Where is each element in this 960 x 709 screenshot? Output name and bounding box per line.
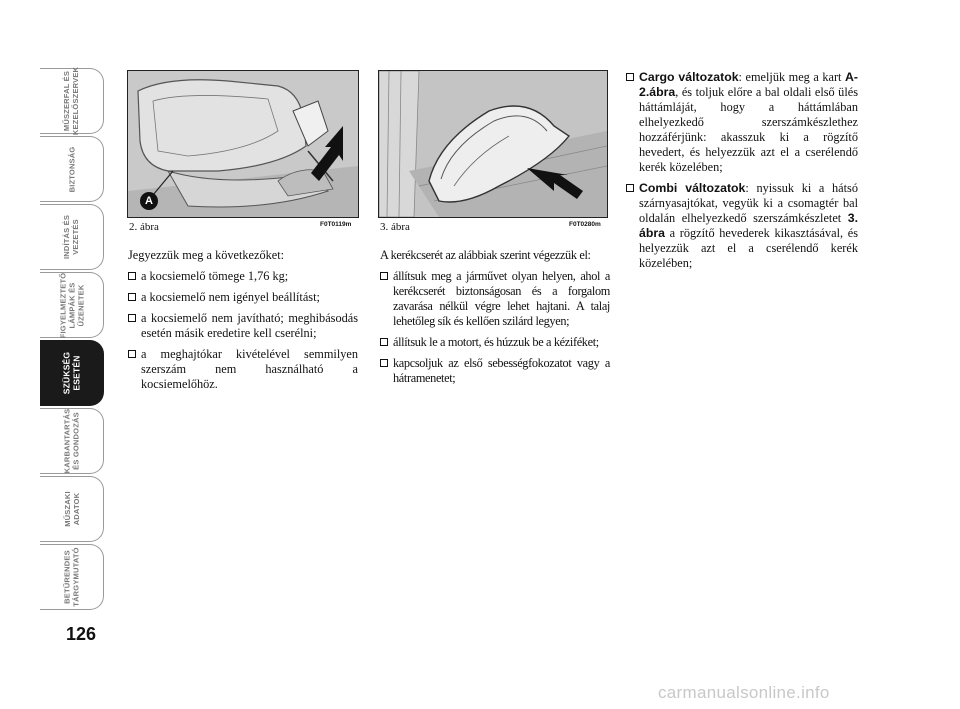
tab-label: KARBANTARTÁS ÉS GONDOZÁS <box>62 408 81 474</box>
tab-karbantartas[interactable] <box>40 408 104 474</box>
tab-targymutato[interactable] <box>40 544 104 610</box>
tab-label: MŰSZAKI ADATOK <box>62 491 81 527</box>
figure-2-code: F0T0119m <box>320 221 352 228</box>
tab-szukseg-eseten[interactable] <box>40 340 104 406</box>
checkbox-bullet-icon <box>380 272 388 280</box>
list-item: a kocsiemelő nem igényel beállítást; <box>128 290 358 305</box>
list-item: állítsuk le a motort, és húzzuk be a kéziféket; <box>380 335 610 350</box>
column-2-intro: A kerékcserét az alábbiak szerint végezzük el: <box>380 248 591 262</box>
tab-biztonsag[interactable] <box>40 136 104 202</box>
figure-2-caption: 2. ábra <box>129 221 159 233</box>
figure-2-seat <box>127 70 359 218</box>
list-item: Combi változatok: nyissuk ki a hátsó szárnyasajtókat, vegyük ki a csomagtér bal oldalán elhelyezkedő szerszámkészletet 3. ábra a rögzítő hevederek kikasztásával, és helyezzük azt el a cserélendő kerék közelében; <box>626 181 858 271</box>
column-1-text <box>128 248 358 398</box>
checkbox-bullet-icon <box>380 359 388 367</box>
tab-label: INDÍTÁS ÉS VEZETÉS <box>62 214 81 260</box>
figure-3-code: F0T0280m <box>569 221 601 228</box>
checkbox-bullet-icon <box>128 350 136 358</box>
checkbox-bullet-icon <box>128 293 136 301</box>
tab-muszerfal[interactable] <box>40 68 104 134</box>
checkbox-bullet-icon <box>128 314 136 322</box>
tab-label: SZÜKSÉG ESETÉN <box>61 351 82 395</box>
tab-label: FIGYELMEZTETŐ LÁMPÁK ÉS ÜZENETEK <box>58 272 86 338</box>
tab-muszaki-adatok[interactable] <box>40 476 104 542</box>
list-item: a meghajtókar kivételével semmilyen szerszám nem használható a kocsiemelőhöz. <box>128 347 358 392</box>
figure-3-toolkit <box>378 70 608 218</box>
seat-illustration <box>128 71 358 217</box>
checkbox-bullet-icon <box>626 73 634 81</box>
list-item: Cargo változatok: emeljük meg a kart A-2.ábra, és toljuk előre a bal oldali első ülés háttámláját, hogy a háttámlában elhelyezkedő szerszámkészlethez hozzáférjünk: akasszuk ki a rögzítő hevedert, és helyezzük azt el a cserélendő kerék közelében; <box>626 70 858 175</box>
toolkit-illustration <box>379 71 607 217</box>
list-item: a kocsiemelő nem javítható; meghibásodás esetén másik eredetire kell cserélni; <box>128 311 358 341</box>
list-item: a kocsiemelő tömege 1,76 kg; <box>128 269 358 284</box>
tab-figyelmezteto[interactable] <box>40 272 104 338</box>
watermark: carmanualsonline.info <box>658 683 830 702</box>
checkbox-bullet-icon <box>626 184 634 192</box>
callout-marker-a: A <box>140 192 158 210</box>
figure-3-caption: 3. ábra <box>380 221 410 233</box>
column-3-text <box>626 70 858 277</box>
list-item: kapcsoljuk az első sebességfokozatot vagy a hátramenetet; <box>380 356 610 386</box>
tab-label: MŰSZERFAL ÉS KEZELŐSZERVEK <box>62 66 81 136</box>
column-1-intro: Jegyezzük meg a következőket: <box>128 248 285 262</box>
tab-label: BIZTONSÁG <box>67 146 76 192</box>
tab-label: BETŰRENDES TÁRGYMUTATÓ <box>62 547 81 607</box>
column-2-text <box>380 248 610 392</box>
list-item: állítsuk meg a járművet olyan helyen, ahol a kerékcserét biztonságosan és a forgalom zavarása nélkül végre lehet hajtani. A talaj lehetőleg sík és kellően szilárd legyen; <box>380 269 610 329</box>
page-number: 126 <box>66 624 97 644</box>
tab-inditas[interactable] <box>40 204 104 270</box>
checkbox-bullet-icon <box>380 338 388 346</box>
checkbox-bullet-icon <box>128 272 136 280</box>
